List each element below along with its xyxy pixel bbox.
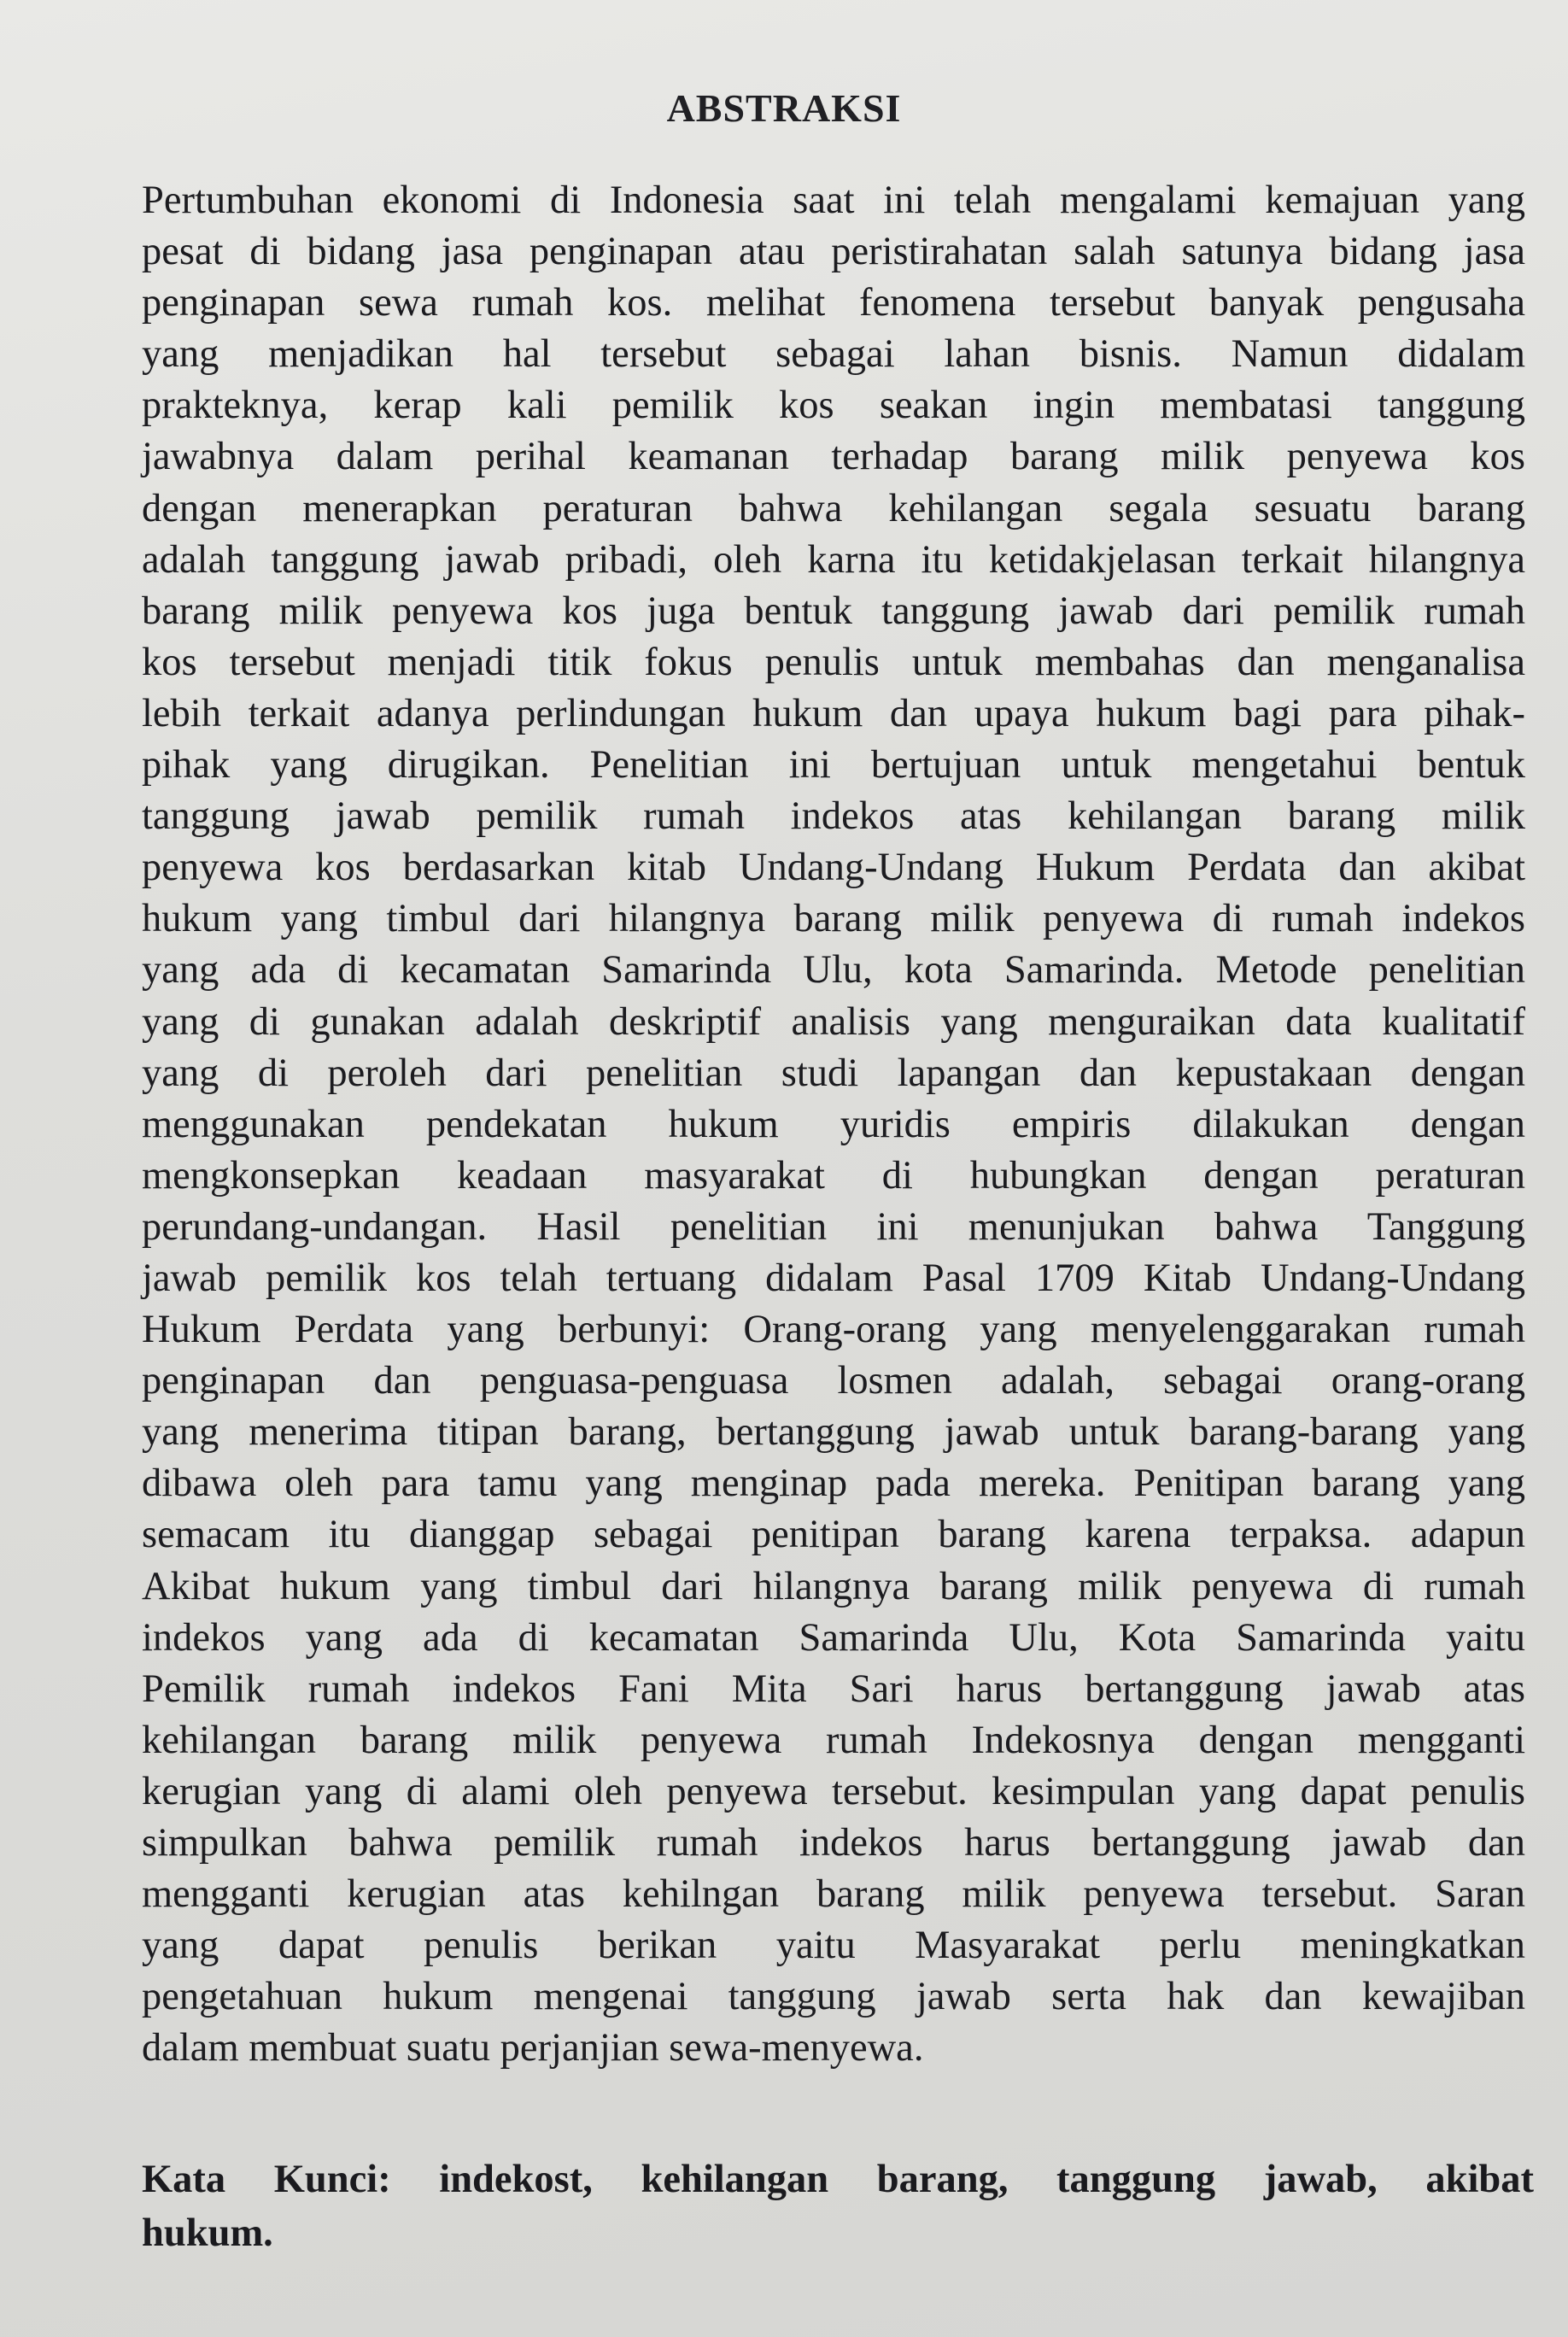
- abstract-line: yang menerima titipan barang, bertanggung jawab untuk barang-barang yang: [142, 1410, 1525, 1455]
- abstract-line: perundang-undangan. Hasil penelitian ini menunjukan bahwa Tanggung: [142, 1204, 1525, 1249]
- abstract-line: simpulkan bahwa pemilik rumah indekos harus bertanggung jawab dan: [142, 1821, 1525, 1865]
- keywords-block: [142, 2152, 1534, 2260]
- abstract-body: [142, 175, 1525, 2074]
- abstract-line: penyewa kos berdasarkan kitab Undang-Undang Hukum Perdata dan akibat: [142, 846, 1525, 890]
- abstract-line: yang di gunakan adalah deskriptif analisis yang menguraikan data kualitatif: [142, 999, 1525, 1044]
- abstract-line: Hukum Perdata yang berbunyi: Orang-orang yang menyelenggarakan rumah: [142, 1308, 1525, 1352]
- abstract-line: dalam membuat suatu perjanjian sewa-menyewa.: [142, 2026, 924, 2070]
- abstract-line: indekos yang ada di kecamatan Samarinda Ulu, Kota Samarinda yaitu: [142, 1615, 1525, 1660]
- abstract-line: mengkonsepkan keadaan masyarakat di hubungkan dengan peraturan: [142, 1153, 1525, 1198]
- abstract-line: tanggung jawab pemilik rumah indekos atas kehilangan barang milik: [142, 794, 1525, 839]
- abstract-line: semacam itu dianggap sebagai penitipan barang karena terpaksa. adapun: [142, 1513, 1525, 1557]
- abstract-line: barang milik penyewa kos juga bentuk tanggung jawab dari pemilik rumah: [142, 589, 1525, 633]
- abstract-line: yang dapat penulis berikan yaitu Masyarakat perlu meningkatkan: [142, 1924, 1525, 1968]
- abstract-line: dengan menerapkan peraturan bahwa kehilangan segala sesuatu barang: [142, 486, 1525, 530]
- abstract-line: yang menjadikan hal tersebut sebagai lahan bisnis. Namun didalam: [142, 332, 1525, 377]
- abstract-line: lebih terkait adanya perlindungan hukum dan upaya hukum bagi para pihak-: [142, 691, 1525, 735]
- abstract-line: penginapan sewa rumah kos. melihat fenomena tersebut banyak pengusaha: [142, 281, 1525, 325]
- abstract-line: dibawa oleh para tamu yang menginap pada mereka. Penitipan barang yang: [142, 1461, 1525, 1506]
- keywords-line: hukum.: [142, 2211, 273, 2255]
- abstract-line: yang ada di kecamatan Samarinda Ulu, kota Samarinda. Metode penelitian: [142, 948, 1525, 993]
- abstract-line: kehilangan barang milik penyewa rumah Indekosnya dengan mengganti: [142, 1718, 1525, 1762]
- page-title: ABSTRAKSI: [666, 86, 902, 130]
- abstract-line: jawabnya dalam perihal keamanan terhadap barang milik penyewa kos: [142, 435, 1525, 479]
- abstract-line: mengganti kerugian atas kehilngan barang milik penyewa tersebut. Saran: [142, 1872, 1525, 1917]
- abstract-line: prakteknya, kerap kali pemilik kos seakan ingin membatasi tanggung: [142, 384, 1525, 428]
- abstract-line: pihak yang dirugikan. Penelitian ini bertujuan untuk mengetahui bentuk: [142, 743, 1525, 788]
- abstract-line: adalah tanggung jawab pribadi, oleh karna itu ketidakjelasan terkait hilangnya: [142, 537, 1525, 582]
- abstract-line: Akibat hukum yang timbul dari hilangnya barang milik penyewa di rumah: [142, 1564, 1525, 1608]
- abstract-line: hukum yang timbul dari hilangnya barang milik penyewa di rumah indekos: [142, 897, 1525, 941]
- abstract-line: pesat di bidang jasa penginapan atau peristirahatan salah satunya bidang jasa: [142, 230, 1525, 274]
- keywords-line: Kata Kunci: indekost, kehilangan barang, tanggung jawab, akibat: [142, 2158, 1534, 2201]
- abstract-line: Pemilik rumah indekos Fani Mita Sari harus bertanggung jawab atas: [142, 1666, 1525, 1711]
- abstract-line: kerugian yang di alami oleh penyewa tersebut. kesimpulan yang dapat penulis: [142, 1769, 1525, 1813]
- abstract-line: penginapan dan penguasa-penguasa losmen adalah, sebagai orang-orang: [142, 1359, 1525, 1403]
- abstract-line: yang di peroleh dari penelitian studi lapangan dan kepustakaan dengan: [142, 1051, 1525, 1095]
- abstract-line: jawab pemilik kos telah tertuang didalam Pasal 1709 Kitab Undang-Undang: [142, 1256, 1525, 1300]
- abstract-line: Pertumbuhan ekonomi di Indonesia saat ini telah mengalami kemajuan yang: [142, 179, 1525, 222]
- abstract-line: kos tersebut menjadi titik fokus penulis untuk membahas dan menganalisa: [142, 640, 1525, 684]
- abstract-line: menggunakan pendekatan hukum yuridis empiris dilakukan dengan: [142, 1102, 1525, 1146]
- abstract-line: pengetahuan hukum mengenai tanggung jawab serta hak dan kewajiban: [142, 1975, 1525, 2019]
